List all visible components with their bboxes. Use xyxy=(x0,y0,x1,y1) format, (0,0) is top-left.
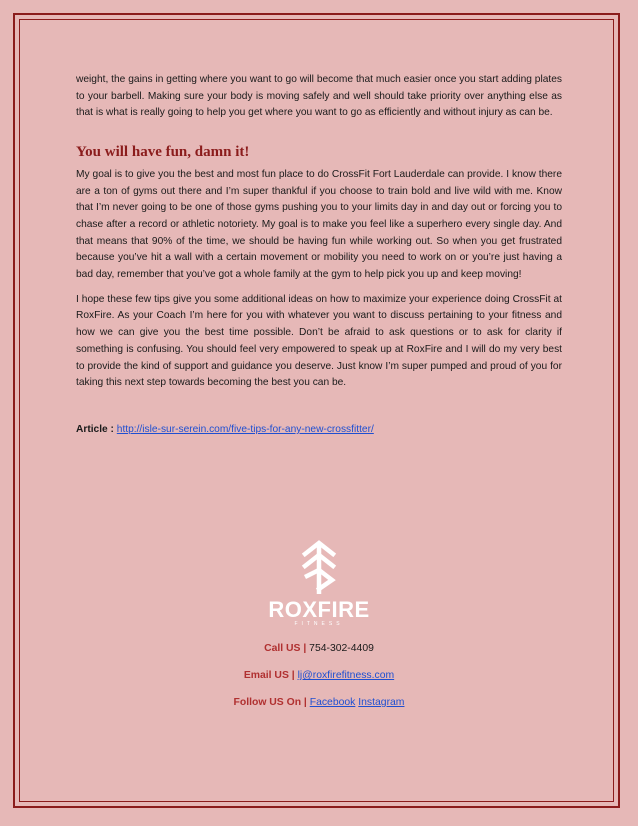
call-number: 754-302-4409 xyxy=(309,643,374,654)
roxfire-rune-icon xyxy=(301,540,337,594)
article-link[interactable]: http://isle-sur-serein.com/five-tips-for-any-new-crossfitter/ xyxy=(116,423,374,435)
email-link[interactable]: lj@roxfirefitness.com xyxy=(297,670,395,681)
instagram-link[interactable]: Instagram xyxy=(358,697,405,708)
paragraph-closing: I hope these few tips give you some additional ideas on how to maximize your experience doing CrossFit at RoxFire. As your Coach I’m here for you with whatever you want to discuss pertaining to your fitness and how we can give you the best time possible. Don’t be afraid to ask questions or to ask for clarity if something is confusing. You should feel very empowered to speak up at RoxFire and I will do my very best to provide the kind of support and guidance you deserve. Just know I’m super pumped and proud of you for taking this next step towards becoming the best you can be. xyxy=(76,293,562,389)
paragraph-fun: My goal is to give you the best and most fun place to do CrossFit Fort Lauderdale can provide. I know there are a ton of gyms out there and I’m super thankful if you choose to train bold and live wild with me. Know that I’m never going to be one of those gyms pushing you to your limits day in and day out or forcing you to chase after a record or athletic notoriety. My goal is to make you feel like a superhero every single day. And that means that 90% of the time, we should be having fun while working out. So when you get frustrated because you’ve hit a wall with a certain movement or mobility you need to work on or you’re just having a bad day, remember that you’ve got a whole family at the gym to help pick you up and keep moving! xyxy=(76,168,562,281)
document-body xyxy=(76,72,562,447)
article-line xyxy=(76,422,562,439)
section-heading: You will have fun, damn it! xyxy=(76,144,250,161)
call-label: Call US | xyxy=(264,643,307,654)
contact-follow xyxy=(0,697,638,708)
contact-call xyxy=(0,643,638,654)
contact-email xyxy=(0,670,638,681)
paragraph-intro: weight, the gains in getting where you want to go will become that much easier once you start adding plates to your barbell. Making sure your body is moving safely and well should take priority over anything else as that is what is really going to help you get where you want to go as efficiently and without injury as can be. xyxy=(76,74,562,119)
follow-label: Follow US On | xyxy=(233,697,307,708)
email-label: Email US | xyxy=(243,670,295,681)
facebook-link[interactable]: Facebook xyxy=(309,697,356,708)
logo-tagline: FITNESS xyxy=(294,621,344,627)
roxfire-logo xyxy=(0,540,638,627)
logo-brand-text: ROXFIRE xyxy=(268,597,370,622)
article-label: Article : xyxy=(76,423,114,435)
